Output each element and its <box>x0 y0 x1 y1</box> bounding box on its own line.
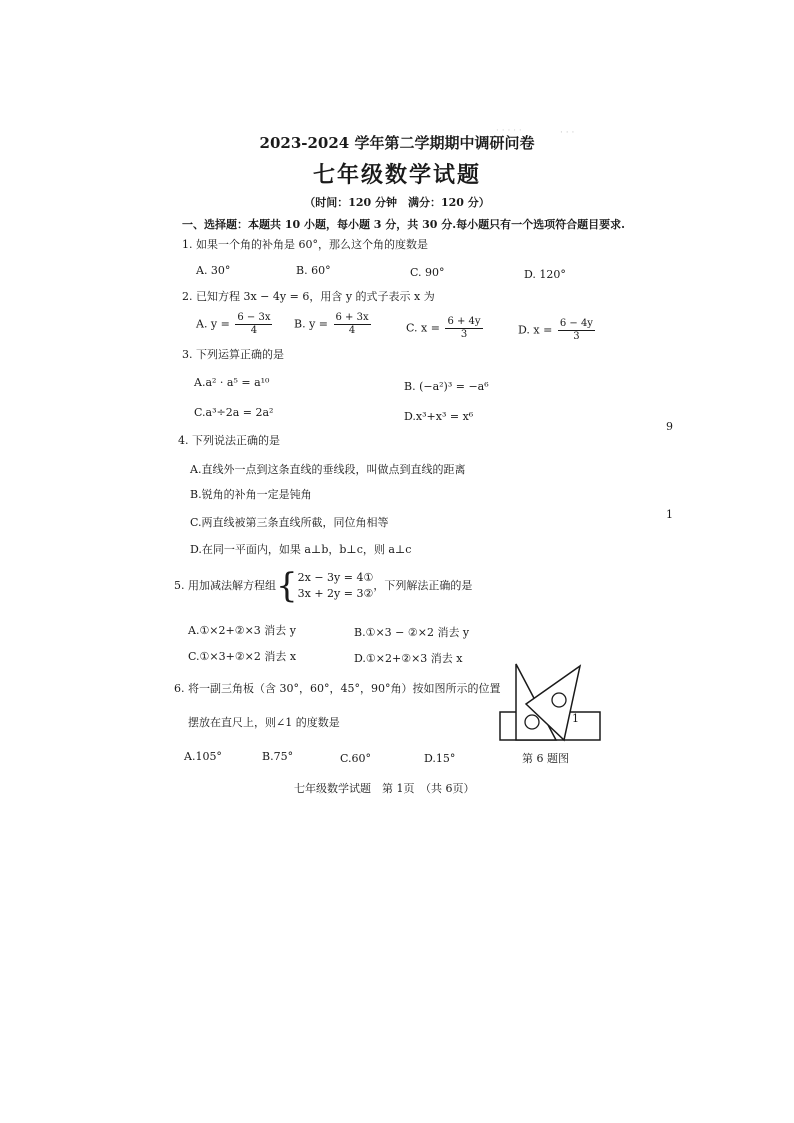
q5-stem-suffix: ，下列解法正确的是 <box>373 579 473 592</box>
q6-option-a: A.105° <box>184 750 222 763</box>
q6-option-c: C.60° <box>340 752 372 765</box>
q2-d-denominator: 3 <box>573 331 580 342</box>
system-brace: { <box>276 566 298 606</box>
q2-a-prefix: A. y = <box>196 317 230 331</box>
margin-mark: 1 <box>666 508 673 521</box>
bleed-through-mark: · · · · · <box>496 126 522 136</box>
q3-option-a: A.a² · a⁵ = a¹⁰ <box>194 376 270 389</box>
q2-a-denominator: 4 <box>250 325 258 336</box>
q1-option-c: C. 90° <box>410 266 445 279</box>
q1-stem: 1. 如果一个角的补角是 60°，那么这个角的度数是 <box>182 238 428 251</box>
q3-option-d: D.x³+x³ = x⁶ <box>404 410 474 423</box>
q6-option-b: B.75° <box>262 750 294 763</box>
subject-title: 七年级数学试题 <box>312 162 481 188</box>
q1-option-d: D. 120° <box>524 268 566 281</box>
q2-d-fraction <box>558 318 595 343</box>
q5-stem-prefix: 5. 用加减法解方程组 <box>174 579 276 592</box>
equation-system <box>298 570 374 602</box>
q2-c-denominator: 3 <box>460 329 468 340</box>
figure-caption: 第 6 题图 <box>522 752 569 765</box>
q1-option-a: A. 30° <box>196 264 231 277</box>
q2-b-numerator: 6 + 3x <box>335 312 369 323</box>
q4-option-c: C.两直线被第三条直线所截，同位角相等 <box>190 516 389 529</box>
q2-b-fraction <box>334 312 371 337</box>
q2-d-numerator: 6 − 4y <box>559 318 593 329</box>
q2-option-a <box>196 312 274 337</box>
q2-c-prefix: C. x = <box>406 321 440 335</box>
q5-option-d: D.①×2+②×3 消去 x <box>354 652 463 665</box>
q1-option-b: B. 60° <box>296 264 331 277</box>
q5-stem <box>174 566 473 606</box>
q2-c-numerator: 6 + 4y <box>447 316 481 327</box>
q2-option-d <box>518 318 597 343</box>
section-heading: 一、选择题：本题共 10 小题，每小题 3 分，共 30 分.每小题只有一个选项符合题目要求. <box>182 218 625 231</box>
q2-d-prefix: D. x = <box>518 323 553 337</box>
angle-1-label: 1 <box>572 712 579 725</box>
q4-option-a: A.直线外一点到这条直线的垂线段，叫做点到直线的距离 <box>190 463 466 476</box>
q4-option-b: B.锐角的补角一定是钝角 <box>190 488 312 501</box>
time-score: （时间：120 分钟 满分：120 分） <box>304 196 490 209</box>
q2-a-numerator: 6 − 3x <box>237 312 271 323</box>
q2-c-fraction <box>445 316 482 341</box>
q2-b-prefix: B. y = <box>294 317 329 331</box>
q2-option-c <box>406 316 485 341</box>
q6-stem-line1: 6. 将一副三角板（含 30°，60°，45°，90°角）按如图所示的位置 <box>174 682 501 695</box>
margin-mark: 9 <box>666 420 673 433</box>
q4-stem: 4. 下列说法正确的是 <box>178 434 280 447</box>
q5-option-b: B.①×3 − ②×2 消去 y <box>354 626 470 639</box>
q5-equation-1: 2x − 3y = 4① <box>297 571 374 584</box>
q5-option-a: A.①×2+②×3 消去 y <box>188 624 297 637</box>
q3-stem: 3. 下列运算正确的是 <box>182 348 284 361</box>
q3-option-c: C.a³÷2a = 2a² <box>194 406 274 419</box>
q6-stem-line2: 摆放在直尺上，则∠1 的度数是 <box>188 716 340 729</box>
q2-b-denominator: 4 <box>348 325 356 336</box>
q3-option-b: B. (−a²)³ = −a⁶ <box>404 380 489 393</box>
q5-equation-2: 3x + 2y = 3② <box>297 587 374 600</box>
q6-option-d: D.15° <box>424 752 456 765</box>
q2-stem: 2. 已知方程 3x − 4y = 6，用含 y 的式子表示 x 为 <box>182 290 435 303</box>
page-footer: 七年级数学试题 第 1页 （共 6页） <box>294 782 475 795</box>
q4-option-d: D.在同一平面内，如果 a⊥b，b⊥c，则 a⊥c <box>190 543 412 556</box>
q2-option-b <box>294 312 373 337</box>
exam-title: 2023-2024 学年第二学期期中调研问卷 <box>259 134 535 152</box>
triangle-ruler-figure <box>496 660 606 746</box>
q2-a-fraction <box>235 312 272 337</box>
bleed-through-mark: · · · <box>560 128 575 138</box>
q5-option-c: C.①×3+②×2 消去 x <box>188 650 297 663</box>
